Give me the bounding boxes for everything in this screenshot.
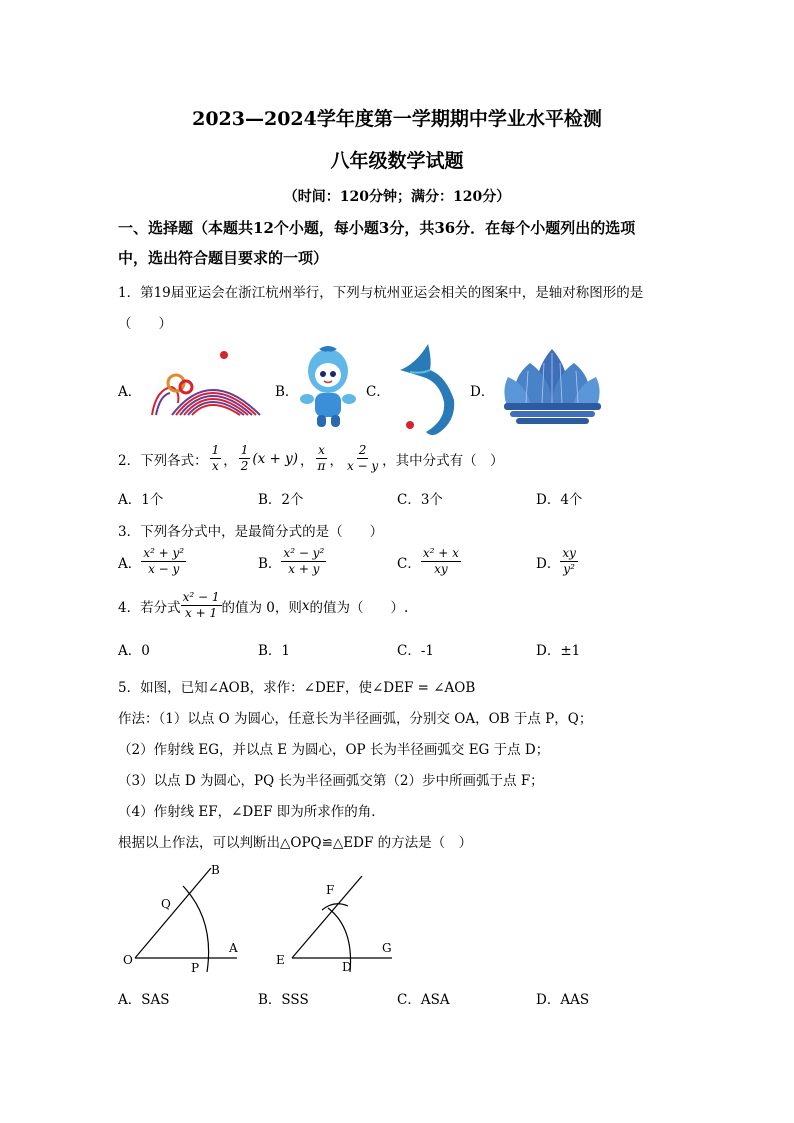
q2-fraction-3: $\frac{x}{\pi}$ xyxy=(317,443,326,473)
label-e: E xyxy=(276,953,285,967)
q2-prefix: 2．下列各式： xyxy=(118,452,208,469)
q3-option-c[interactable]: C． $\frac{\text{x² + x}}{xy}$ xyxy=(397,546,459,576)
q5-line4: （3）以点 D 为圆心，PQ 长为半径画弧交第（2）步中所画弧于点 F； xyxy=(118,773,544,789)
q3-fraction-b: $\frac{\text{x² − y²}}{x + y}$ xyxy=(283,546,325,576)
q4-line: 4．若分式 $\frac{\text{x² − 1}}{x + 1}$ 的值为 0，则 x 的值为（ ）. xyxy=(118,590,409,620)
q2-option-c[interactable]: C．3个 xyxy=(397,492,443,508)
arc-pq xyxy=(183,886,209,972)
q3-fraction-a: $\frac{\text{x² + y²}}{x - y}$ xyxy=(143,546,185,576)
q5-line6: 根据以上作法，可以判断出△OPQ≌△EDF 的方法是（ ） xyxy=(118,835,473,851)
q2-option-b[interactable]: B．2个 xyxy=(258,492,304,508)
q4-fraction: $\frac{\text{x² − 1}}{x + 1}$ xyxy=(182,590,220,620)
q5-option-b[interactable]: B．SSS xyxy=(258,992,309,1008)
q4-option-d[interactable]: D．±1 xyxy=(536,643,581,659)
q2-option-d[interactable]: D．4个 xyxy=(536,492,583,508)
figure-angle-def xyxy=(270,870,405,980)
label-o: O xyxy=(123,953,133,967)
mascot-image xyxy=(297,345,359,431)
q5-line1: 5．如图，已知∠AOB，求作：∠DEF，使∠DEF = ∠AOB xyxy=(118,680,476,696)
ray-ob xyxy=(135,868,211,958)
q2-suffix: ，其中分式有（ ） xyxy=(382,452,504,469)
fish-tail-image xyxy=(388,340,463,438)
figure-angle-aob xyxy=(115,860,255,975)
q2-line: 2．下列各式： $\frac{1}{x}$ ， $\frac{1}{2}$ (x + y) ， $\frac{x}{\pi}$ ， $\frac{2}{x - y}$ ，其中分式有（ ） xyxy=(118,443,504,473)
q3-text: 3．下列各分式中，是最简分式的是（ ） xyxy=(118,524,384,540)
section-heading-line1: 一、选择题（本题共12个小题，每小题3分，共36分．在每个小题列出的选项 xyxy=(118,219,636,237)
page-title: 2023—2024学年度第一学期期中学业水平检测 xyxy=(192,108,602,130)
q5-line2: 作法：（1）以点 O 为圆心，任意长为半径画弧，分别交 OA，OB 于点 P，Q； xyxy=(118,711,593,727)
q2-fraction-2: $\frac{1}{2}$ xyxy=(240,443,249,473)
sun-icon xyxy=(220,351,228,359)
q1-option-b[interactable]: B． xyxy=(275,384,299,400)
q2-fraction-2-tail: (x + y) xyxy=(252,450,299,467)
q5-option-a[interactable]: A．SAS xyxy=(118,992,170,1008)
label-b: B xyxy=(211,863,220,877)
q2-fraction-1: $\frac{1}{x}$ xyxy=(211,443,220,473)
q5-option-d[interactable]: D．AAS xyxy=(536,992,590,1008)
q5-line3: （2）作射线 EG，并以点 E 为圆心，OP 长为半径画弧交 EG 于点 D； xyxy=(118,742,550,758)
q5-line5: （4）作射线 EF，∠DEF 即为所求作的角． xyxy=(118,804,385,820)
q3-fraction-c: $\frac{\text{x² + x}}{xy}$ xyxy=(422,546,459,576)
lotus-stadium-image xyxy=(500,343,605,433)
exam-meta: （时间：120分钟；满分：120分） xyxy=(283,189,511,205)
q4-option-b[interactable]: B．1 xyxy=(258,643,291,659)
q1-option-a[interactable]: A． xyxy=(118,384,142,400)
label-d: D xyxy=(342,960,352,974)
q3-fraction-d: $\frac{xy}{\text{y²}}$ xyxy=(562,546,576,576)
q2-option-a[interactable]: A．1个 xyxy=(118,492,164,508)
label-f: F xyxy=(326,883,335,897)
label-p: P xyxy=(191,961,200,975)
q1-blank: （ ） xyxy=(118,316,172,332)
label-g: G xyxy=(382,941,392,955)
q4-option-a[interactable]: A．0 xyxy=(118,643,150,659)
label-a: A xyxy=(229,941,238,955)
sun-icon xyxy=(406,421,414,429)
q2-fraction-4: $\frac{2}{x - y}$ xyxy=(346,443,379,473)
q1-option-d[interactable]: D． xyxy=(470,384,495,400)
q3-option-b[interactable]: B． $\frac{\text{x² − y²}}{x + y}$ xyxy=(258,546,325,576)
label-q: Q xyxy=(161,897,171,911)
q3-option-d[interactable]: D． $\frac{xy}{\text{y²}}$ xyxy=(536,546,576,576)
q3-option-a[interactable]: A． $\frac{\text{x² + y²}}{x - y}$ xyxy=(118,546,185,576)
page-subtitle: 八年级数学试题 xyxy=(330,150,464,172)
section-heading-line2: 中，选出符合题目要求的一项） xyxy=(118,249,329,267)
q1-option-c[interactable]: C． xyxy=(366,384,390,400)
asian-games-emblem-image xyxy=(150,345,268,420)
q4-option-c[interactable]: C．-1 xyxy=(397,643,434,659)
q1-text: 1．第19届亚运会在浙江杭州举行，下列与杭州亚运会相关的图案中，是轴对称图形的是 xyxy=(118,285,644,301)
q5-option-c[interactable]: C．ASA xyxy=(397,992,450,1008)
